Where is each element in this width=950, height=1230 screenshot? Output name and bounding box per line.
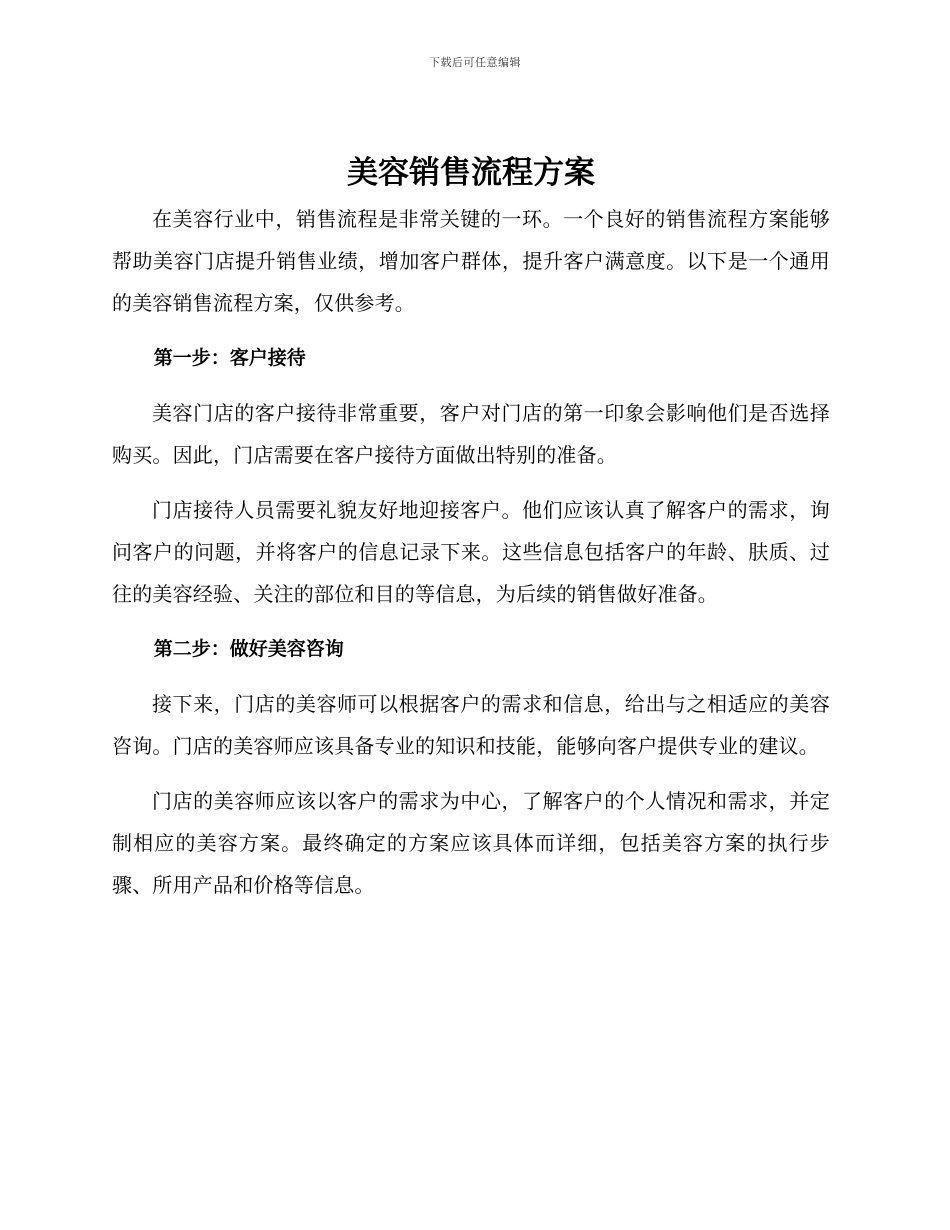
header-note: 下载后可任意编辑: [429, 56, 521, 69]
document-body: [112, 148, 830, 906]
section-1-paragraph-2: 门店接待人员需要礼貌友好地迎接客户。他们应该认真了解客户的需求，询问客户的问题，并将客户的信息记录下来。这些信息包括客户的年龄、肤质、过往的美容经验、关注的部位和目的等信息，为后续的销售做好准备。: [112, 498, 830, 606]
document-title: 美容销售流程方案: [347, 155, 595, 191]
section-2-paragraph-2: 门店的美容师应该以客户的需求为中心，了解客户的个人情况和需求，并定制相应的美容方案。最终确定的方案应该具体而详细，包括美容方案的执行步骤、所用产品和价格等信息。: [112, 789, 830, 897]
section-heading-step-2: 第二步：做好美容咨询: [153, 638, 344, 660]
intro-paragraph: 在美容行业中，销售流程是非常关键的一环。一个良好的销售流程方案能够帮助美容门店提升销售业绩，增加客户群体，提升客户满意度。以下是一个通用的美容销售流程方案，仅供参考。: [112, 207, 830, 315]
section-1-paragraph-1: 美容门店的客户接待非常重要，客户对门店的第一印象会影响他们是否选择购买。因此，门店需要在客户接待方面做出特别的准备。: [112, 401, 830, 467]
section-2-paragraph-1: 接下来，门店的美容师可以根据客户的需求和信息，给出与之相适应的美容咨询。门店的美容师应该具备专业的知识和技能，能够向客户提供专业的建议。: [112, 692, 830, 758]
section-heading-step-1: 第一步：客户接待: [153, 347, 306, 369]
